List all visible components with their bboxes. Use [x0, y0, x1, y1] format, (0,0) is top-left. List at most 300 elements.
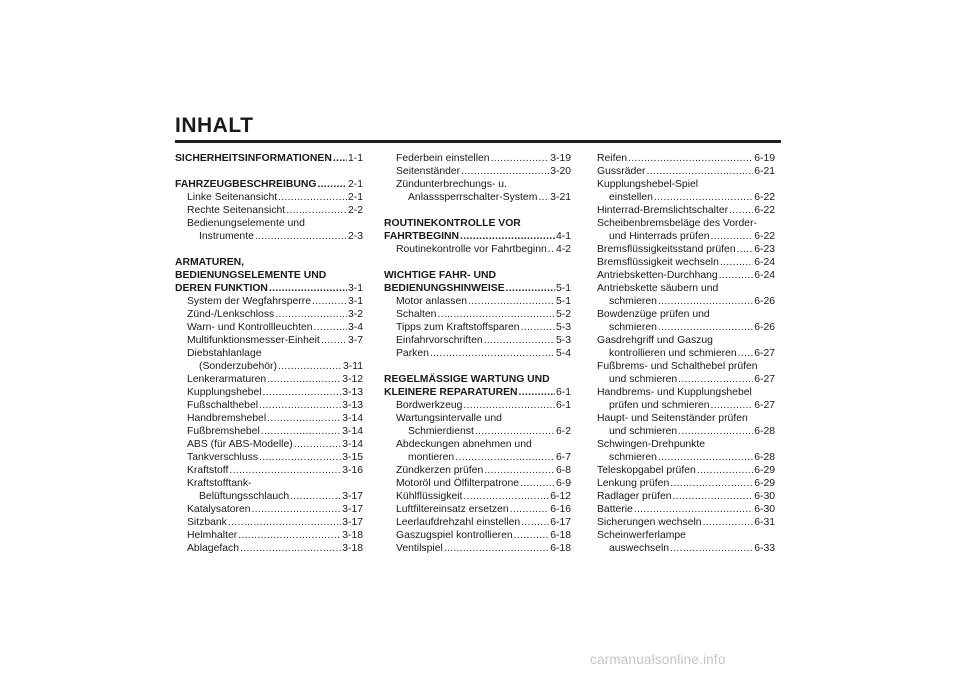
toc-dot-leader	[317, 178, 347, 191]
toc-dot-leader	[263, 386, 342, 399]
toc-entry-text: Scheinwerferlampe	[597, 530, 686, 541]
toc-page-number: 3-15	[342, 452, 363, 463]
toc-entry-text: Antriebskette säubern und	[597, 283, 719, 294]
toc-entry-text: Haupt- und Seitenständer prüfen	[597, 413, 748, 424]
toc-dot-leader	[314, 321, 347, 334]
toc-dot-leader	[514, 529, 550, 542]
toc-section-entry[interactable]	[175, 282, 363, 295]
toc-page-number: 2-1	[347, 179, 363, 190]
toc-entry-label: Hinterrad-Bremslichtschalter	[597, 205, 729, 216]
toc-entry[interactable]	[384, 516, 571, 529]
toc-section-entry[interactable]	[175, 152, 363, 165]
toc-entry-label: prüfen und schmieren	[609, 400, 710, 411]
toc-page-number: 3-17	[342, 504, 363, 515]
toc-entry-label: schmieren	[609, 296, 657, 307]
toc-entry-label: Fußbremshebel	[187, 426, 260, 437]
toc-page-number: 6-2	[555, 426, 571, 437]
toc-dot-leader	[460, 230, 555, 243]
toc-page-number: 6-29	[754, 465, 775, 476]
toc-page-number: 2-3	[347, 231, 363, 242]
toc-page-number: 3-12	[342, 374, 363, 385]
toc-page-number: 3-1	[347, 283, 363, 294]
toc-entry[interactable]	[597, 477, 775, 490]
toc-entry[interactable]	[175, 451, 363, 464]
toc-entry[interactable]	[384, 165, 571, 178]
toc-page-number: 6-30	[754, 504, 775, 515]
toc-dot-leader	[738, 347, 754, 360]
toc-entry[interactable]	[175, 490, 363, 503]
toc-dot-leader	[321, 334, 347, 347]
toc-entry-label: Motor anlassen	[396, 296, 468, 307]
toc-page-number: 6-22	[754, 192, 775, 203]
toc-dot-leader	[538, 191, 549, 204]
toc-entry[interactable]	[384, 191, 571, 204]
toc-page-number: 3-14	[342, 439, 363, 450]
toc-page-number: 6-22	[754, 205, 775, 216]
toc-entry-label: Linke Seitenansicht	[187, 192, 278, 203]
toc-section-entry[interactable]	[384, 386, 571, 399]
toc-entry[interactable]	[597, 165, 775, 178]
toc-dot-leader	[238, 529, 341, 542]
toc-entry[interactable]	[597, 399, 775, 412]
toc-entry[interactable]	[384, 503, 571, 516]
toc-spacer	[384, 256, 571, 269]
toc-entry-label: und schmieren	[609, 374, 678, 385]
toc-page-number: 3-18	[342, 543, 363, 554]
toc-entry-text: Fußbrems- und Schalthebel prüfen	[597, 361, 758, 372]
toc-dot-leader	[475, 425, 555, 438]
toc-entry[interactable]	[384, 490, 571, 503]
toc-entry-label: Sicherungen wechseln	[597, 517, 702, 528]
toc-entry-label: Antriebsketten-Durchhang	[597, 270, 718, 281]
toc-entry[interactable]	[175, 503, 363, 516]
toc-entry-label: Gaszugspiel kontrollieren	[396, 530, 513, 541]
toc-entry[interactable]	[597, 464, 775, 477]
toc-entry[interactable]	[384, 347, 571, 360]
toc-page-number: 6-23	[754, 244, 775, 255]
toc-dot-leader	[520, 477, 555, 490]
toc-entry-label: Belüftungsschlauch	[199, 491, 290, 502]
toc-entry[interactable]	[384, 477, 571, 490]
toc-dot-leader	[290, 490, 341, 503]
toc-dot-leader	[484, 334, 555, 347]
toc-entry-label: Batterie	[597, 504, 633, 515]
toc-entry-label: Reifen	[597, 153, 628, 164]
toc-dot-leader	[255, 230, 347, 243]
toc-column-1	[175, 152, 363, 555]
toc-page-number: 3-16	[342, 465, 363, 476]
toc-dot-leader	[430, 347, 555, 360]
toc-entry-label: Radlager prüfen	[597, 491, 672, 502]
toc-dot-leader	[628, 152, 753, 165]
toc-entry-label: Gussräder	[597, 166, 646, 177]
toc-dot-leader	[269, 282, 347, 295]
toc-entry[interactable]	[384, 464, 571, 477]
toc-entry[interactable]	[175, 542, 363, 555]
toc-entry-label: montieren	[408, 452, 455, 463]
toc-dot-leader	[278, 360, 342, 373]
toc-entry-text: Kraftstofftank-	[187, 478, 252, 489]
toc-entry-label: Tankverschluss	[187, 452, 259, 463]
title-rule	[175, 140, 781, 143]
toc-entry[interactable]	[597, 451, 775, 464]
toc-entry[interactable]	[175, 230, 363, 243]
toc-page-number: 3-7	[347, 335, 363, 346]
toc-entry[interactable]	[175, 308, 363, 321]
toc-page-number: 5-3	[555, 322, 571, 333]
toc-entry[interactable]	[597, 152, 775, 165]
toc-entry-label: Leerlaufdrehzahl einstellen	[396, 517, 521, 528]
toc-entry-label: Schalten	[396, 309, 437, 320]
toc-page-number: 2-1	[347, 192, 363, 203]
toc-page-number: 5-3	[555, 335, 571, 346]
toc-page-number: 6-30	[754, 491, 775, 502]
toc-entry-text: Abdeckungen abnehmen und	[396, 439, 532, 450]
toc-entry-text: Wartungsintervalle und	[396, 413, 502, 424]
toc-entry-label: Sitzbank	[187, 517, 227, 528]
toc-dot-leader	[703, 516, 754, 529]
toc-dot-leader	[658, 451, 753, 464]
toc-page-number: 6-28	[754, 452, 775, 463]
toc-dot-leader	[259, 399, 341, 412]
toc-page-number: 5-2	[555, 309, 571, 320]
page-title: INHALT	[175, 114, 254, 137]
toc-entry[interactable]	[175, 373, 363, 386]
toc-page-number: 6-29	[754, 478, 775, 489]
toc-entry-label: Schmierdienst	[408, 426, 474, 437]
toc-dot-leader	[521, 516, 549, 529]
toc-entry-label: Kühlflüssigkeit	[396, 491, 463, 502]
toc-dot-leader	[275, 308, 347, 321]
toc-entry[interactable]	[175, 464, 363, 477]
toc-entry-text: Handbrems- und Kupplungshebel	[597, 387, 752, 398]
toc-page-number: 3-17	[342, 491, 363, 502]
toc-entry-label: Anlasssperrschalter-System	[408, 192, 538, 203]
toc-entry[interactable]	[384, 529, 571, 542]
toc-page-number: 4-2	[555, 244, 571, 255]
toc-entry[interactable]	[384, 542, 571, 555]
toc-page-number: 2-2	[347, 205, 363, 216]
toc-page-number: 6-24	[754, 257, 775, 268]
toc-dot-leader	[437, 308, 555, 321]
toc-dot-leader	[658, 321, 753, 334]
toc-entry-text: Diebstahlanlage	[187, 348, 262, 359]
toc-entry[interactable]	[597, 542, 775, 555]
toc-page-number: 6-8	[555, 465, 571, 476]
toc-entry-label: Bremsflüssigkeitsstand prüfen	[597, 244, 736, 255]
toc-entry-label: Helmhalter	[187, 530, 238, 541]
toc-entry[interactable]	[175, 425, 363, 438]
toc-entry-label: kontrollieren und schmieren	[609, 348, 737, 359]
toc-entry[interactable]	[175, 334, 363, 347]
toc-entry[interactable]	[384, 321, 571, 334]
toc-entry-label: Lenkung prüfen	[597, 478, 670, 489]
toc-dot-leader	[711, 230, 754, 243]
toc-page-number: 4-1	[555, 231, 571, 242]
toc-entry-label: Lenkerarmaturen	[187, 374, 267, 385]
toc-dot-leader	[548, 243, 555, 256]
toc-page-number: 6-31	[754, 517, 775, 528]
toc-dot-leader	[678, 425, 753, 438]
toc-page-number: 6-26	[754, 322, 775, 333]
toc-entry-label: Multifunktionsmesser-Einheit	[187, 335, 320, 346]
toc-entry-label: Federbein einstellen	[396, 153, 490, 164]
toc-dot-leader	[670, 477, 753, 490]
toc-entry[interactable]	[175, 295, 363, 308]
toc-page-number: 3-19	[550, 153, 571, 164]
toc-entry[interactable]	[597, 516, 775, 529]
toc-entry-label: Einfahrvorschriften	[396, 335, 483, 346]
toc-entry[interactable]	[384, 334, 571, 347]
toc-entry[interactable]	[597, 425, 775, 438]
toc-page-number: 6-9	[555, 478, 571, 489]
toc-dot-leader	[510, 503, 550, 516]
toc-entry[interactable]	[175, 399, 363, 412]
toc-page-number: 6-21	[754, 166, 775, 177]
toc-entry-label: Zündkerzen prüfen	[396, 465, 484, 476]
toc-dot-leader	[729, 204, 753, 217]
toc-dot-leader	[658, 295, 753, 308]
toc-page-number: 6-7	[555, 452, 571, 463]
toc-dot-leader	[634, 503, 753, 516]
toc-page-number: 6-12	[550, 491, 571, 502]
toc-entry-label: SICHERHEITSINFORMATIONEN	[175, 153, 332, 164]
toc-entry-label: Kraftstoff	[187, 465, 229, 476]
toc-entry-label: KLEINERE REPARATUREN	[384, 387, 518, 398]
toc-page-number: 6-18	[550, 530, 571, 541]
toc-dot-leader	[719, 269, 753, 282]
toc-entry-label: Parken	[396, 348, 429, 359]
toc-page-number: 3-13	[342, 387, 363, 398]
toc-entry-label: Bremsflüssigkeit wechseln	[597, 257, 719, 268]
toc-dot-leader	[678, 373, 753, 386]
toc-entry-text: Bedienungselemente und	[187, 218, 305, 229]
toc-entry-label: ABS (für ABS-Modelle)	[187, 439, 293, 450]
toc-dot-leader	[240, 542, 341, 555]
toc-dot-leader	[461, 165, 549, 178]
toc-dot-leader	[697, 464, 753, 477]
toc-page-number: 3-1	[347, 296, 363, 307]
toc-entry-label: (Sonderzubehör)	[199, 361, 277, 372]
toc-section-heading: WICHTIGE FAHR- UND	[384, 270, 496, 281]
toc-entry-text: Bowdenzüge prüfen und	[597, 309, 710, 320]
toc-entry-label: Warn- und Kontrollleuchten	[187, 322, 313, 333]
toc-entry-label: Rechte Seitenansicht	[187, 205, 286, 216]
toc-dot-leader	[654, 191, 753, 204]
toc-page-number: 6-18	[550, 543, 571, 554]
toc-entry-label: Kupplungshebel	[187, 387, 262, 398]
toc-entry-label: auswechseln	[609, 543, 670, 554]
toc-page-number: 6-22	[754, 231, 775, 242]
toc-spacer	[384, 204, 571, 217]
toc-dot-leader	[333, 152, 347, 165]
toc-entry-text: Kupplungshebel-Spiel	[597, 179, 699, 190]
toc-page-number: 6-24	[754, 270, 775, 281]
toc-dot-leader	[294, 438, 342, 451]
toc-entry[interactable]	[175, 529, 363, 542]
toc-dot-leader	[711, 399, 754, 412]
toc-entry-label: Teleskopgabel prüfen	[597, 465, 696, 476]
toc-entry-label: FAHRTBEGINN	[384, 231, 460, 242]
toc-dot-leader	[506, 282, 555, 295]
toc-dot-leader	[463, 490, 549, 503]
toc-dot-leader	[261, 425, 341, 438]
toc-section-heading: ROUTINEKONTROLLE VOR	[384, 218, 521, 229]
toc-page-number: 3-14	[342, 413, 363, 424]
toc-entry-label: Katalysatoren	[187, 504, 251, 515]
toc-entry-label: Ventilspiel	[396, 543, 443, 554]
toc-entry[interactable]	[597, 243, 775, 256]
toc-dot-leader	[737, 243, 754, 256]
toc-entry[interactable]	[175, 191, 363, 204]
toc-entry-label: Tipps zum Kraftstoffsparen	[396, 322, 520, 333]
toc-entry[interactable]	[175, 204, 363, 217]
toc-dot-leader	[267, 412, 341, 425]
toc-entry[interactable]	[384, 243, 571, 256]
toc-entry-label: Instrumente	[199, 231, 254, 242]
toc-entry[interactable]	[597, 347, 775, 360]
toc-entry[interactable]	[175, 412, 363, 425]
toc-entry[interactable]	[597, 503, 775, 516]
toc-entry-text: Zündunterbrechungs- u.	[396, 179, 507, 190]
toc-page-number: 5-1	[555, 283, 571, 294]
toc-dot-leader	[647, 165, 754, 178]
toc-section-heading: ARMATUREN,	[175, 257, 245, 268]
toc-entry[interactable]	[384, 295, 571, 308]
toc-dot-leader	[521, 321, 555, 334]
toc-entry-label: Bordwerkzeug	[396, 400, 463, 411]
toc-page-number: 6-17	[550, 517, 571, 528]
toc-dot-leader	[228, 516, 341, 529]
toc-dot-leader	[444, 542, 549, 555]
toc-page-number: 3-13	[342, 400, 363, 411]
toc-entry-label: Handbremshebel	[187, 413, 267, 424]
toc-dot-leader	[468, 295, 555, 308]
toc-dot-leader	[252, 503, 342, 516]
toc-entry[interactable]	[597, 191, 775, 204]
toc-entry[interactable]	[175, 321, 363, 334]
toc-section-entry[interactable]	[384, 230, 571, 243]
toc-page-number: 6-26	[754, 296, 775, 307]
toc-entry-label: System der Wegfahrsperre	[187, 296, 311, 307]
toc-entry-label: DEREN FUNKTION	[175, 283, 268, 294]
toc-spacer	[175, 243, 363, 256]
toc-entry-label: und Hinterrads prüfen	[609, 231, 710, 242]
toc-entry-label: Routinekontrolle vor Fahrtbeginn	[396, 244, 547, 255]
toc-page-number: 1-1	[347, 153, 363, 164]
toc-entry[interactable]	[175, 438, 363, 451]
toc-entry[interactable]	[384, 308, 571, 321]
toc-entry[interactable]	[597, 269, 775, 282]
toc-entry[interactable]	[384, 451, 571, 464]
toc-column-2	[384, 152, 571, 555]
toc-page-number: 5-4	[555, 348, 571, 359]
watermark-footer: carmanualsonline.info	[590, 652, 726, 667]
toc-entry-text: Gasdrehgriff und Gaszug	[597, 335, 713, 346]
toc-dot-leader	[278, 191, 347, 204]
toc-section-entry[interactable]	[175, 178, 363, 191]
toc-entry[interactable]	[384, 425, 571, 438]
toc-entry-label: und schmieren	[609, 426, 678, 437]
toc-section-heading: BEDIENUNGSELEMENTE UND	[175, 270, 327, 281]
toc-page-number: 6-1	[555, 400, 571, 411]
toc-entry-label: Fußschalthebel	[187, 400, 259, 411]
toc-page-number: 6-27	[754, 348, 775, 359]
toc-page-number: 3-11	[342, 361, 363, 372]
toc-entry[interactable]	[384, 399, 571, 412]
toc-dot-leader	[484, 464, 555, 477]
toc-page-number: 6-16	[550, 504, 571, 515]
toc-entry-label: schmieren	[609, 322, 657, 333]
toc-entry[interactable]	[175, 516, 363, 529]
toc-entry[interactable]	[175, 386, 363, 399]
toc-dot-leader	[720, 256, 753, 269]
toc-entry[interactable]	[175, 360, 363, 373]
toc-dot-leader	[673, 490, 754, 503]
toc-dot-leader	[229, 464, 341, 477]
toc-dot-leader	[455, 451, 555, 464]
toc-page-number: 6-19	[754, 153, 775, 164]
toc-entry[interactable]	[384, 152, 571, 165]
toc-page-number: 6-33	[754, 543, 775, 554]
toc-page-number: 3-21	[550, 192, 571, 203]
toc-spacer	[175, 165, 363, 178]
toc-page-number: 5-1	[555, 296, 571, 307]
toc-entry-label: Ablagefach	[187, 543, 239, 554]
toc-page-number: 3-18	[342, 530, 363, 541]
toc-entry-label: Luftfiltereinsatz ersetzen	[396, 504, 509, 515]
toc-page-number: 3-14	[342, 426, 363, 437]
toc-entry[interactable]	[597, 295, 775, 308]
toc-entry-label: Motoröl und Ölfilterpatrone	[396, 478, 520, 489]
toc-entry-label: FAHRZEUGBESCHREIBUNG	[175, 179, 317, 190]
toc-entry-label: Zünd-/Lenkschloss	[187, 309, 275, 320]
toc-page-number: 3-4	[347, 322, 363, 333]
toc-dot-leader	[519, 386, 555, 399]
toc-entry[interactable]	[597, 230, 775, 243]
toc-entry[interactable]	[597, 373, 775, 386]
toc-page-number: 3-17	[342, 517, 363, 528]
toc-dot-leader	[670, 542, 753, 555]
toc-entry-label: Seitenständer	[396, 166, 461, 177]
toc-page-number: 3-2	[347, 309, 363, 320]
toc-dot-leader	[267, 373, 341, 386]
toc-dot-leader	[491, 152, 550, 165]
toc-entry-label: einstellen	[609, 192, 653, 203]
toc-entry[interactable]	[597, 490, 775, 503]
toc-page-number: 6-28	[754, 426, 775, 437]
toc-entry[interactable]	[597, 256, 775, 269]
toc-entry[interactable]	[597, 204, 775, 217]
toc-dot-leader	[286, 204, 347, 217]
toc-page-number: 6-27	[754, 374, 775, 385]
toc-entry-label: schmieren	[609, 452, 657, 463]
toc-entry-text: Scheibenbremsbeläge des Vorder-	[597, 218, 757, 229]
toc-page-number: 6-27	[754, 400, 775, 411]
toc-spacer	[384, 360, 571, 373]
toc-dot-leader	[259, 451, 341, 464]
toc-entry-text: Schwingen-Drehpunkte	[597, 439, 706, 450]
toc-section-heading: REGELMÄSSIGE WARTUNG UND	[384, 374, 550, 385]
toc-page-number: 6-1	[555, 387, 571, 398]
toc-dot-leader	[463, 399, 555, 412]
toc-column-3	[597, 152, 775, 555]
toc-entry[interactable]	[597, 321, 775, 334]
toc-dot-leader	[312, 295, 347, 308]
toc-page-number: 3-20	[550, 166, 571, 177]
toc-section-entry[interactable]	[384, 282, 571, 295]
toc-entry-label: BEDIENUNGSHINWEISE	[384, 283, 505, 294]
